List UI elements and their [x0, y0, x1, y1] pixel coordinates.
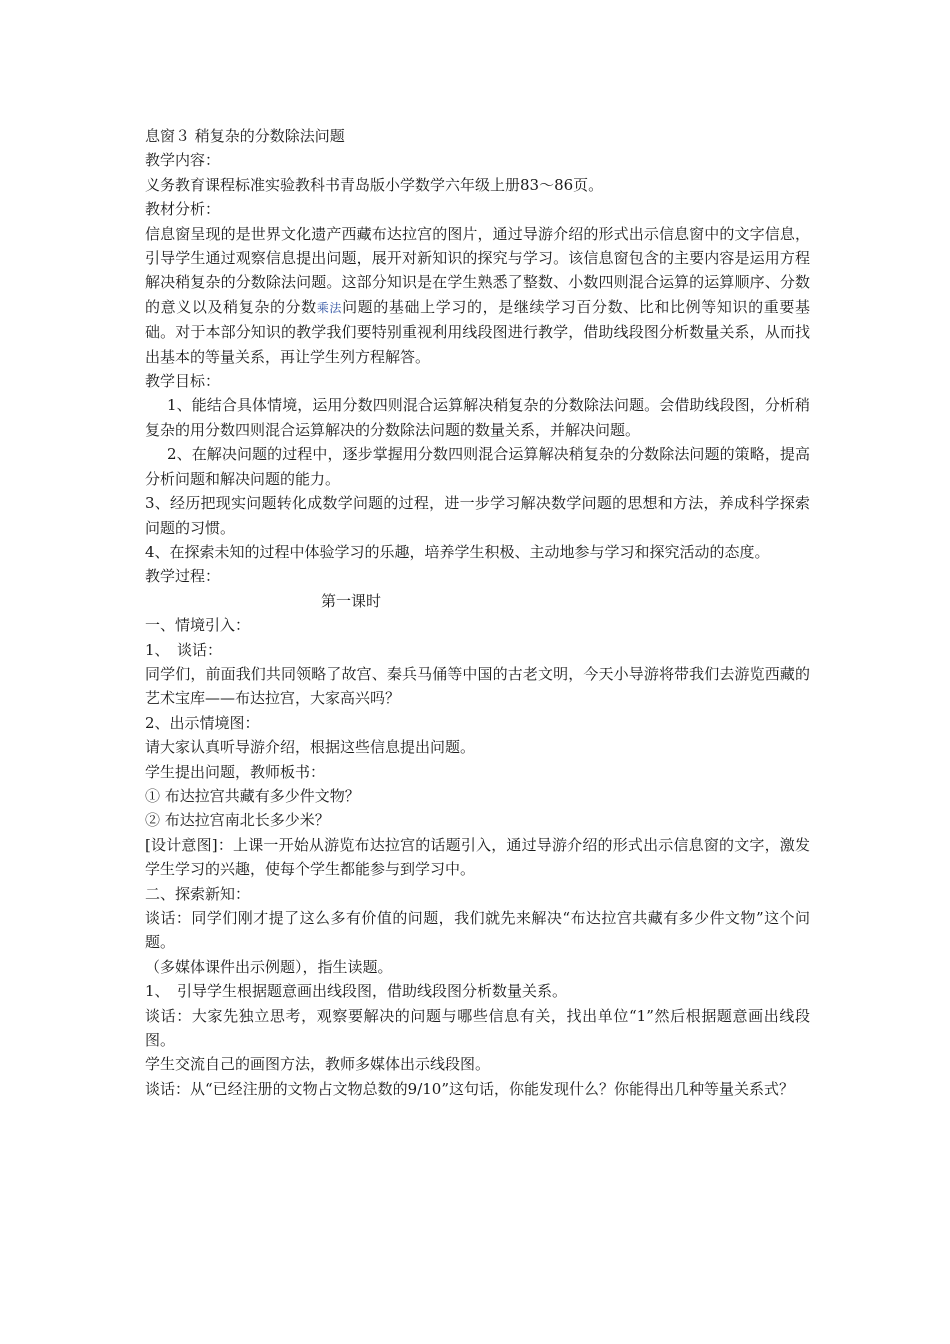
analysis-text-a: 信息窗呈现的是世界文化遗产西藏布达拉宫的图片，通过导游介绍的形式出示信息窗中的文字信息，引导学生通过观察信息提出问题，展开对新知识的探究与学习。该信息窗包含的主要内容是运用方程解决稍复杂的分数除法问题。这部分知识是在学生熟悉了整数、小数四则混合运算的运算顺序、分数的意义以及稍复杂的分数	[145, 224, 810, 316]
intro-item-1-text: 同学们，前面我们共同领略了故宫、秦兵马俑等中国的古老文明，今天小导游将带我们去游览西藏的艺术宝库——布达拉宫，大家高兴吗？	[145, 664, 810, 708]
goal-2: 2、在解决问题的过程中，逐步掌握用分数四则混合运算解决稍复杂的分数除法问题的策略，提高分析问题和解决问题的能力。	[145, 445, 810, 488]
document-title: 息窗３ 稍复杂的分数除法问题	[145, 127, 345, 145]
explore-talk-2: 谈话：大家先独立思考，观察要解决的问题与哪些信息有关，找出单位“1”然后根据题意画出线段图。	[145, 1006, 810, 1050]
explore-talk: 谈话：同学们刚才提了这么多有价值的问题，我们就先来解决“布达拉宫共藏有多少件文物”这个问题。	[145, 909, 810, 952]
goals-label: 教学目标：	[145, 372, 221, 391]
intro-item-2-text: 请大家认真听导游介绍，根据这些信息提出问题。	[145, 738, 476, 757]
content-label: 教学内容：	[145, 151, 221, 170]
intro-item-1: 1、 谈话：	[145, 640, 223, 659]
content-text: 义务教育课程标准实验教科书青岛版小学数学六年级上册83～86页。	[145, 175, 604, 194]
explore-heading: 二、探索新知：	[145, 884, 251, 903]
analysis-label: 教材分析：	[145, 200, 221, 219]
goal-3: 3、经历把现实问题转化成数学问题的过程，进一步学习解决数学问题的思想和方法，养成科学探索问题的习惯。	[145, 494, 810, 537]
question-1: ① 布达拉宫共藏有多少件文物？	[145, 786, 360, 805]
analysis-paragraph	[145, 222, 810, 369]
question-2: ② 布达拉宫南北长多少米？	[145, 811, 330, 830]
explore-share: 学生交流自己的画图方法，教师多媒体出示线段图。	[145, 1055, 491, 1074]
analysis-text-b: 问题的基础上学习的，是继续学习百分数、比和比例等知识的重要基础。对于本部分知识的教学我们要特别重视利用线段图进行教学，借助线段图分析数量关系，从而找出基本的等量关系，再让学生列方程解答。	[145, 297, 810, 366]
student-questions: 学生提出问题，教师板书：	[145, 762, 326, 781]
design-note: [设计意图]：上课一开始从游览布达拉宫的话题引入，通过导游介绍的形式出示信息窗的文字，激发学生学习的兴趣，使每个学生都能参与到学习中。	[145, 835, 810, 879]
intro-heading: 一、情境引入：	[145, 616, 251, 635]
explore-show: （多媒体课件出示例题），指生读题。	[145, 957, 393, 976]
intro-item-2: 2、出示情境图：	[145, 713, 260, 732]
explore-talk-3: 谈话：从“已经注册的文物占文物总数的9/10”这句话，你能发现什么？你能得出几种等量关系式？	[145, 1079, 795, 1098]
explore-item-1: 1、 引导学生根据题意画出线段图，借助线段图分析数量关系。	[145, 982, 568, 1001]
goal-1: 1、能结合具体情境，运用分数四则混合运算解决稍复杂的分数除法问题。会借助线段图，分析稍复杂的用分数四则混合运算解决的分数除法问题的数量关系，并解决问题。	[145, 396, 810, 439]
lesson-heading: 第一课时	[321, 591, 382, 610]
goal-4: 4、在探索未知的过程中体验学习的乐趣，培养学生积极、主动地参与学习和探究活动的态度。	[145, 542, 770, 561]
process-label: 教学过程：	[145, 567, 221, 586]
document-page	[145, 124, 810, 1101]
analysis-inline-link: 乘法	[316, 300, 343, 315]
